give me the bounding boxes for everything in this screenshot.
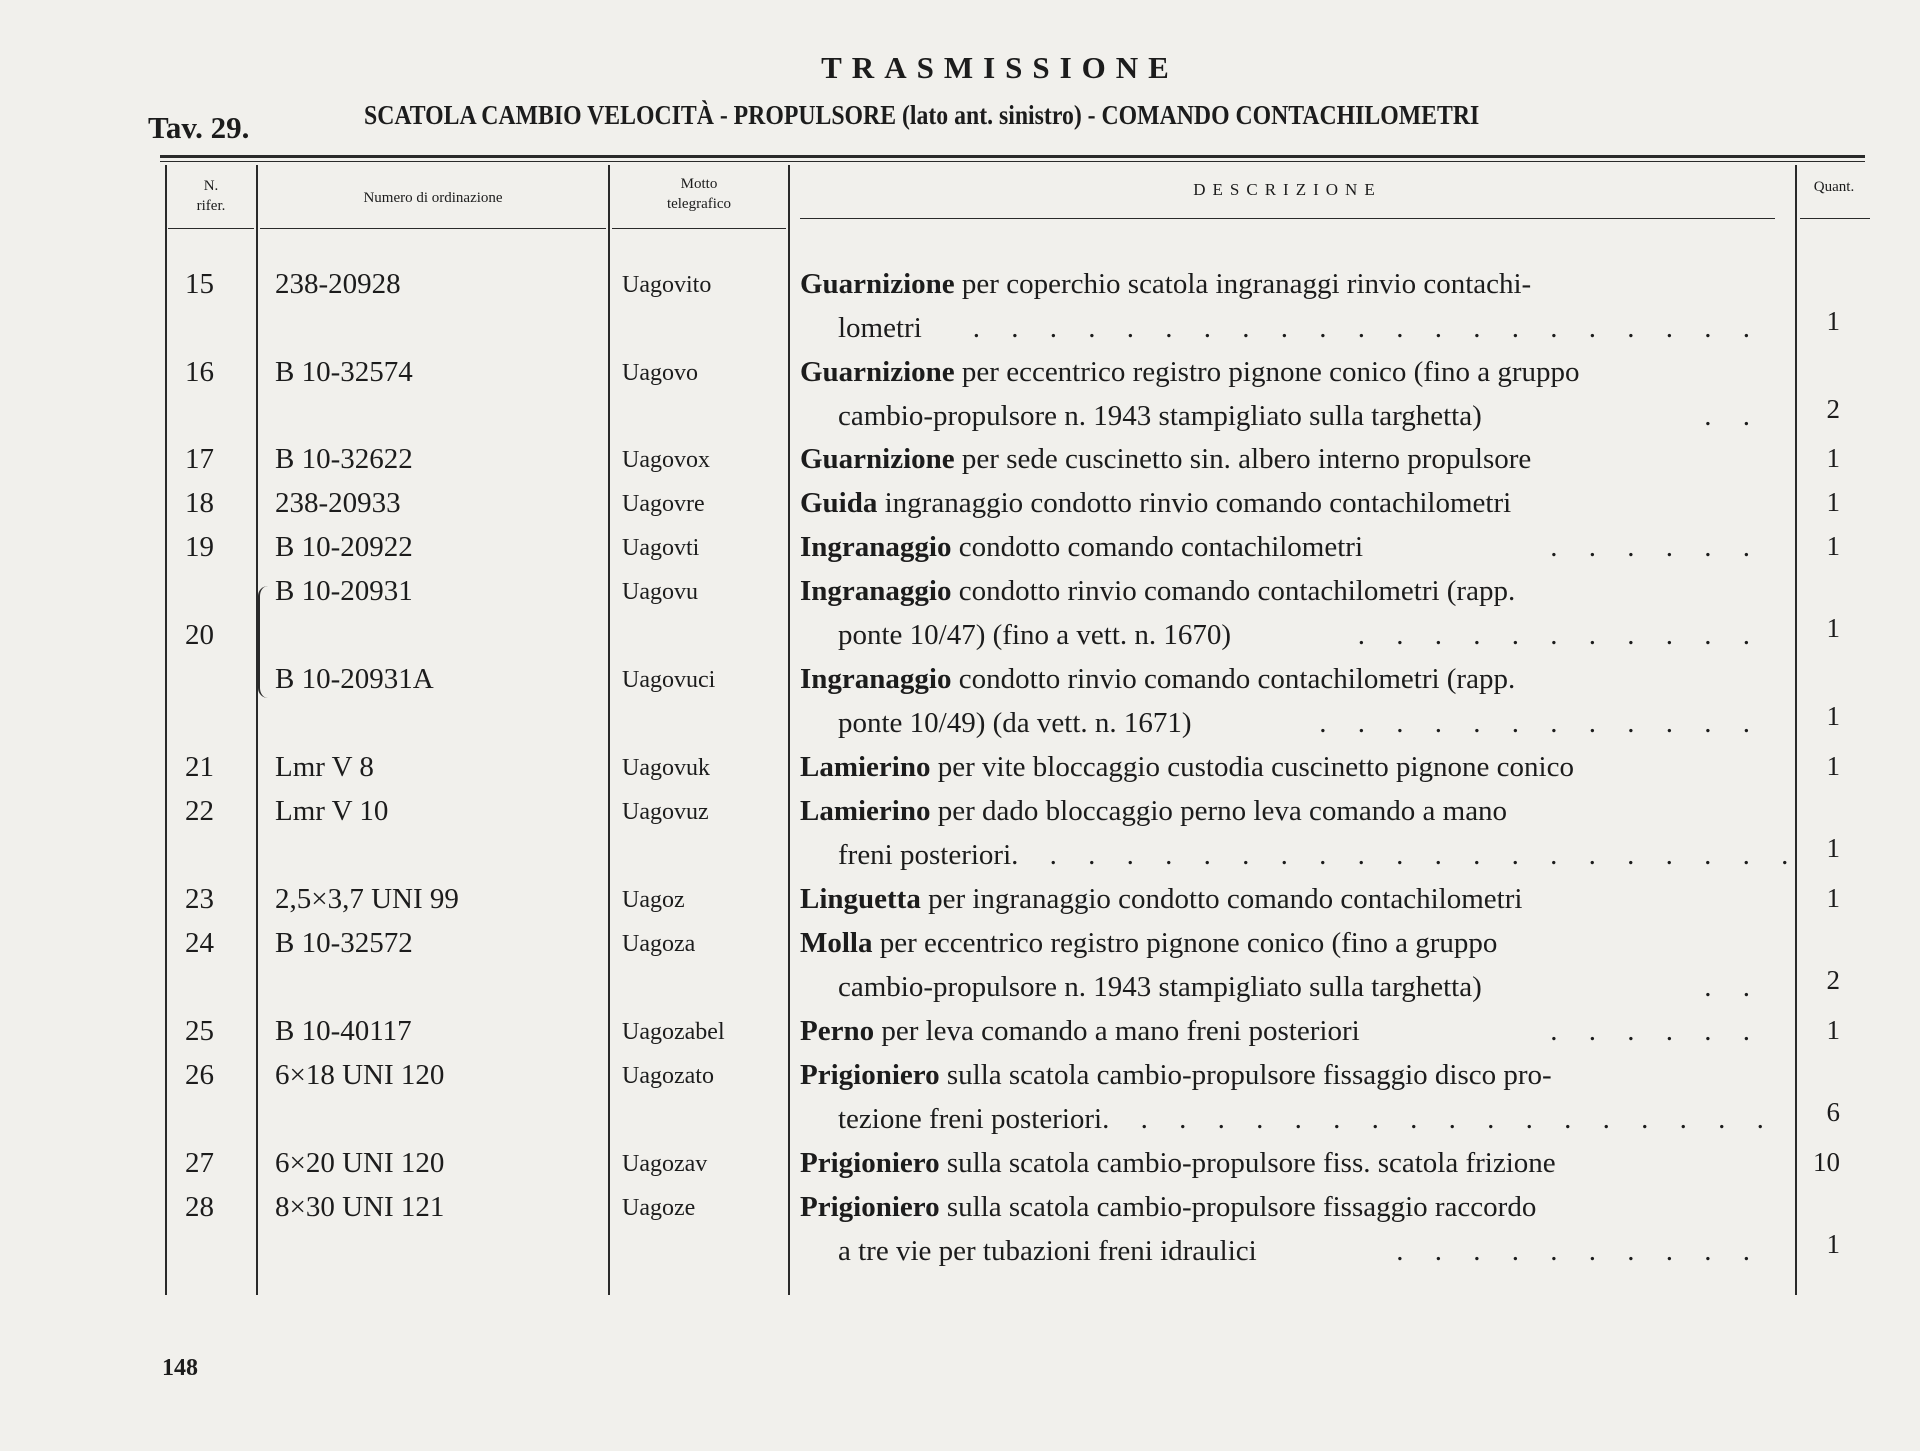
description-text: freni posteriori (838, 839, 1012, 871)
page-subtitle: SCATOLA CAMBIO VELOCITÀ - PROPULSORE (lato ant. sinistro) - COMANDO CONTACHILOMETRI (364, 100, 1480, 130)
telegraphic-code: Uagovox (622, 447, 710, 473)
description-main (800, 481, 1511, 525)
description-line (800, 1229, 1762, 1273)
telegraphic-code: Uagovti (622, 535, 700, 561)
description-keyword: Prigioniero (800, 1191, 940, 1223)
header-rule (260, 228, 606, 229)
description-line (800, 701, 1762, 745)
order-number: 238-20933 (275, 487, 401, 519)
description-line (800, 306, 1762, 350)
description-text: per coperchio scatola ingranaggi rinvio contachi- (961, 268, 1532, 300)
ref-number: 19 (185, 531, 214, 563)
ref-number: 23 (185, 883, 214, 915)
description-main (800, 569, 1515, 613)
order-number: B 10-32574 (275, 356, 413, 388)
quantity: 1 (1826, 701, 1840, 731)
telegraphic-code: Uagovo (622, 360, 698, 386)
order-number: B 10-32622 (275, 443, 413, 475)
telegraphic-code: Uagozav (622, 1151, 708, 1177)
description-text: ponte 10/47) (fino a vett. n. 1670) (838, 619, 1232, 651)
description-text: cambio-propulsore n. 1943 stampigliato sulla targhetta) (838, 971, 1482, 1003)
header-numero: Numero di ordinazione (363, 190, 503, 206)
description (800, 921, 1762, 1009)
description (800, 350, 1762, 438)
leader-dots: . . . . . . . . . . . . . . . . . . (1102, 1103, 1776, 1135)
telegraphic-code: Uagovuk (622, 755, 710, 781)
order-number: Lmr V 10 (275, 795, 389, 827)
description-line (800, 1141, 1762, 1185)
description-text: per vite bloccaggio custodia cuscinetto pignone conico (937, 751, 1574, 783)
order-number: B 10-20931 (275, 575, 413, 607)
brace-row-20 (258, 586, 270, 698)
column-rule (788, 165, 790, 1295)
header-rule (800, 218, 1775, 219)
description-line (800, 1097, 1776, 1141)
description-keyword: Guida (800, 487, 878, 519)
description-keyword: Guarnizione (800, 268, 955, 300)
description (800, 262, 1762, 350)
description-line (800, 394, 1762, 438)
ref-number: 28 (185, 1191, 214, 1223)
order-number: 2,5×3,7 UNI 99 (275, 883, 459, 915)
telegraphic-code: Uagoze (622, 1195, 696, 1221)
description-text: condotto rinvio comando contachilometri (rapp. (958, 663, 1516, 695)
quantity: 1 (1826, 531, 1840, 561)
telegraphic-code: Uagovito (622, 272, 712, 298)
order-number: Lmr V 8 (275, 751, 374, 783)
leader-dots: . . . . . . . . . . . . . . . . . . . . . (972, 312, 1762, 344)
description-main (800, 262, 1531, 306)
description-text: condotto rinvio comando contachilometri (rapp. (958, 575, 1516, 607)
description-text: sulla scatola cambio-propulsore fiss. scatola frizione (946, 1147, 1556, 1179)
telegraphic-code: Uagozato (622, 1063, 714, 1089)
description (800, 789, 1801, 877)
description-text: per eccentrico registro pignone conico (fino a gruppo (879, 927, 1498, 959)
description-keyword: Perno (800, 1015, 875, 1047)
ref-number: 22 (185, 795, 214, 827)
ref-number: 16 (185, 356, 214, 388)
quantity: 1 (1826, 306, 1840, 336)
description (800, 1141, 1762, 1185)
description (800, 481, 1762, 525)
top-rule (160, 155, 1865, 158)
description-main (800, 525, 1363, 569)
quantity: 1 (1826, 613, 1840, 643)
leader-dots: . . . . . . . . . . . . (1319, 707, 1762, 739)
description-main (800, 1009, 1360, 1053)
description-text: a tre vie per tubazioni freni idraulici (838, 1235, 1257, 1267)
description-keyword: Guarnizione (800, 443, 955, 475)
description-line (800, 350, 1762, 394)
leader-dots: . . . . . . . . . . . . . . . . . . . . . (1011, 839, 1801, 871)
description-text: per eccentrico registro pignone conico (fino a gruppo (961, 356, 1580, 388)
header-nrif (168, 176, 254, 216)
description-keyword: Prigioniero (800, 1059, 940, 1091)
header-rule (168, 228, 254, 229)
telegraphic-code: Uagovuci (622, 667, 716, 693)
telegraphic-code: Uagoza (622, 931, 696, 957)
header-nrif-line1: N. (203, 178, 219, 194)
description-text: cambio-propulsore n. 1943 stampigliato sulla targhetta) (838, 400, 1482, 432)
order-number: 6×20 UNI 120 (275, 1147, 445, 1179)
leader-dots: . . (1704, 971, 1762, 1003)
description-line (800, 569, 1762, 613)
description (800, 877, 1762, 921)
description-line (800, 262, 1762, 306)
description-line (800, 877, 1762, 921)
ref-number: 17 (185, 443, 214, 475)
ref-number: 18 (185, 487, 214, 519)
description (800, 437, 1762, 481)
description-keyword: Ingranaggio (800, 663, 952, 695)
description-line (800, 1053, 1762, 1097)
description-main (800, 877, 1522, 921)
description-text: per ingranaggio condotto comando contachilometri (928, 883, 1523, 915)
description-text: tezione freni posteriori (838, 1103, 1103, 1135)
quantity: 1 (1826, 487, 1840, 517)
description-line (800, 745, 1762, 789)
description (800, 525, 1762, 569)
description (800, 1185, 1762, 1273)
header-descrizione: DESCRIZIONE (1193, 180, 1382, 199)
header-quant: Quant. (1813, 179, 1855, 195)
description-main (800, 1185, 1536, 1229)
description-text: ingranaggio condotto rinvio comando contachilometri (884, 487, 1512, 519)
ref-number: 27 (185, 1147, 214, 1179)
header-rule (612, 228, 786, 229)
telegraphic-code: Uagovuz (622, 799, 709, 825)
description-line (800, 613, 1762, 657)
quantity: 6 (1826, 1097, 1840, 1127)
quantity: 1 (1826, 833, 1840, 863)
description-line (800, 789, 1762, 833)
leader-dots: . . (1704, 400, 1762, 432)
leader-dots: . . . . . . (1550, 531, 1762, 563)
description-main (800, 657, 1515, 701)
description-main (800, 1053, 1552, 1097)
column-rule (165, 165, 167, 1295)
order-number: B 10-40117 (275, 1015, 412, 1047)
description-text: per dado bloccaggio perno leva comando a mano (937, 795, 1508, 827)
ref-number: 25 (185, 1015, 214, 1047)
header-motto (612, 174, 786, 214)
description-main (800, 1141, 1556, 1185)
quantity: 2 (1826, 394, 1840, 424)
description-text: per sede cuscinetto sin. albero interno propulsore (961, 443, 1532, 475)
description-text: lometri (838, 312, 922, 344)
ref-number: 15 (185, 268, 214, 300)
order-number: B 10-32572 (275, 927, 413, 959)
quantity: 1 (1826, 443, 1840, 473)
quantity: 10 (1813, 1147, 1840, 1177)
description-line (800, 657, 1762, 701)
description-line (800, 833, 1801, 877)
order-number: B 10-20931A (275, 663, 434, 695)
description-keyword: Lamierino (800, 751, 931, 783)
header-rule (1800, 218, 1870, 219)
page-number: 148 (162, 1355, 198, 1381)
description-keyword: Ingranaggio (800, 531, 952, 563)
telegraphic-code: Uagovu (622, 579, 698, 605)
description (800, 1053, 1776, 1141)
telegraphic-code: Uagovre (622, 491, 705, 517)
description-line (800, 921, 1762, 965)
leader-dots: . . . . . . . . . . (1396, 1235, 1762, 1267)
description-text: sulla scatola cambio-propulsore fissaggio disco pro- (946, 1059, 1552, 1091)
description-keyword: Linguetta (800, 883, 921, 915)
table-number: Tav. 29. (148, 110, 250, 145)
description-main (800, 350, 1580, 394)
description-keyword: Prigioniero (800, 1147, 940, 1179)
description-main (800, 921, 1497, 965)
description-line (800, 437, 1762, 481)
order-number: 238-20928 (275, 268, 401, 300)
description-line (800, 1009, 1762, 1053)
description-keyword: Molla (800, 927, 873, 959)
telegraphic-code: Uagoz (622, 887, 685, 913)
description-main (800, 745, 1574, 789)
column-rule (256, 165, 258, 1295)
header-motto-line2: telegrafico (666, 196, 732, 212)
description-line (800, 1185, 1762, 1229)
telegraphic-code: Uagozabel (622, 1019, 725, 1045)
order-number: B 10-20922 (275, 531, 413, 563)
description-text: ponte 10/49) (da vett. n. 1671) (838, 707, 1192, 739)
description-text: sulla scatola cambio-propulsore fissaggio raccordo (946, 1191, 1537, 1223)
quantity: 1 (1826, 1015, 1840, 1045)
leader-dots: . . . . . . (1550, 1015, 1762, 1047)
description (800, 657, 1762, 745)
description-main (800, 437, 1531, 481)
description-main (800, 789, 1507, 833)
quantity: 1 (1826, 1229, 1840, 1259)
quantity: 1 (1826, 751, 1840, 781)
description-keyword: Lamierino (800, 795, 931, 827)
page-title: TRASMISSIONE (821, 50, 1179, 85)
description-text: condotto comando contachilometri (958, 531, 1364, 563)
description-keyword: Ingranaggio (800, 575, 952, 607)
ref-number: 26 (185, 1059, 214, 1091)
header-motto-line1: Motto (680, 176, 718, 192)
description-keyword: Guarnizione (800, 356, 955, 388)
leader-dots: . . . . . . . . . . . (1357, 619, 1762, 651)
order-number: 6×18 UNI 120 (275, 1059, 445, 1091)
ref-number: 24 (185, 927, 214, 959)
ref-number: 21 (185, 751, 214, 783)
quantity: 1 (1826, 883, 1840, 913)
order-number: 8×30 UNI 121 (275, 1191, 445, 1223)
ref-number: 20 (185, 619, 214, 651)
description-text: per leva comando a mano freni posteriori (881, 1015, 1360, 1047)
quantity: 2 (1826, 965, 1840, 995)
header-nrif-line2: rifer. (196, 198, 226, 214)
description (800, 1009, 1762, 1053)
description (800, 745, 1762, 789)
description-line (800, 965, 1762, 1009)
description-line (800, 525, 1762, 569)
top-rule-thin (160, 161, 1865, 162)
description (800, 569, 1762, 657)
description-line (800, 481, 1762, 525)
column-rule (608, 165, 610, 1295)
